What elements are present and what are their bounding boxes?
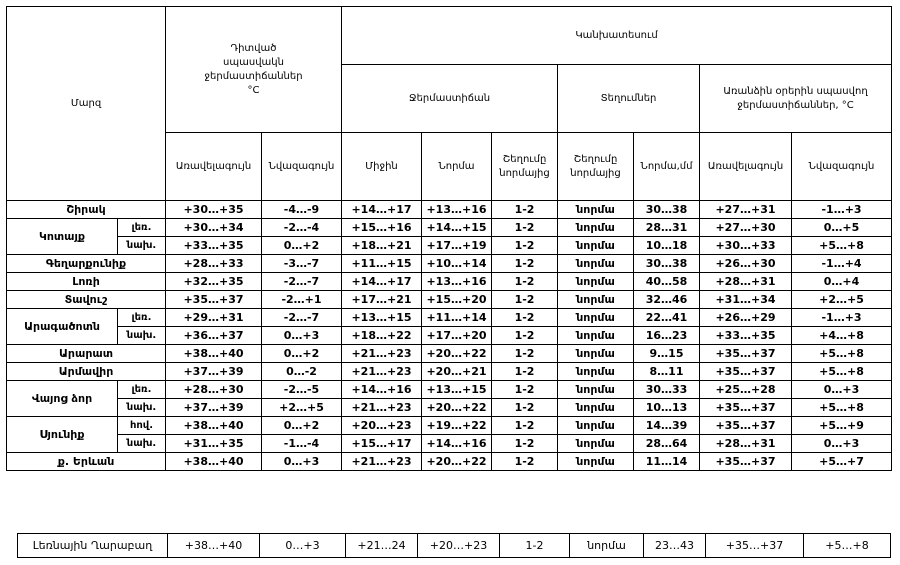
forecast-mean: +20…+23 — [342, 417, 422, 435]
region-name: Արարատ — [7, 345, 166, 363]
header-forecast: Կանխատեսում — [342, 7, 892, 65]
extreme-max: +26…+30 — [700, 255, 792, 273]
forecast-deviation: 1-2 — [500, 534, 570, 558]
region-name: Գեղարքունիք — [7, 255, 166, 273]
observed-max: +38…+40 — [168, 534, 260, 558]
precip-norm: 30…33 — [634, 381, 700, 399]
precip-norm: 14…39 — [634, 417, 700, 435]
observed-max: +33…+35 — [166, 237, 262, 255]
observed-max: +29…+31 — [166, 309, 262, 327]
precip-deviation: նորմա — [558, 201, 634, 219]
precip-norm: 22…41 — [634, 309, 700, 327]
observed-min: -2…-5 — [262, 381, 342, 399]
subregion-label: լեռ. — [118, 309, 166, 327]
subregion-label: նախ. — [118, 237, 166, 255]
observed-max: +30…+35 — [166, 201, 262, 219]
extreme-min: -1…+4 — [792, 255, 892, 273]
region-name: Լեռնային Ղարաբաղ — [18, 534, 168, 558]
extreme-min: +5…+8 — [792, 237, 892, 255]
precip-deviation: նորմա — [558, 273, 634, 291]
forecast-norm: +11…+14 — [422, 309, 492, 327]
precip-norm: 8…11 — [634, 363, 700, 381]
region-name: Տավուշ — [7, 291, 166, 309]
extreme-min: 0…+3 — [792, 435, 892, 453]
precip-norm: 32…46 — [634, 291, 700, 309]
precip-norm: 40…58 — [634, 273, 700, 291]
observed-min: 0…-2 — [262, 363, 342, 381]
precip-deviation: նորմա — [558, 255, 634, 273]
forecast-deviation: 1-2 — [492, 435, 558, 453]
header-ext-max: Առավելագույն — [700, 133, 792, 201]
table-row — [7, 345, 892, 363]
forecast-norm: +20…+23 — [418, 534, 500, 558]
extreme-min: -1…+3 — [792, 201, 892, 219]
precip-norm: 9…15 — [634, 345, 700, 363]
region-name: Վայոց ձոր — [7, 381, 118, 417]
region-name: ք. Երևան — [7, 453, 166, 471]
table-row — [18, 534, 891, 558]
observed-min: -3…-7 — [262, 255, 342, 273]
forecast-deviation: 1-2 — [492, 291, 558, 309]
subregion-label: նախ. — [118, 327, 166, 345]
forecast-norm: +17…+20 — [422, 327, 492, 345]
header-observed: Դիտված սպասվակն ջերմաստիճաններ °C — [166, 7, 342, 133]
precip-deviation: նորմա — [558, 435, 634, 453]
extreme-max: +35…+37 — [700, 399, 792, 417]
header-deviation: Շեղումը նորմայից — [492, 133, 558, 201]
observed-min: -2…-4 — [262, 219, 342, 237]
region-name: Սյունիք — [7, 417, 118, 453]
table-row — [7, 327, 892, 345]
observed-max: +38…+40 — [166, 417, 262, 435]
header-precip-norm: Նորմա,մմ — [634, 133, 700, 201]
forecast-norm: +13…+16 — [422, 201, 492, 219]
region-name: Արմավիր — [7, 363, 166, 381]
extreme-max: +27…+31 — [700, 201, 792, 219]
header-precipitation: Տեղումներ — [558, 65, 700, 133]
table-row — [7, 309, 892, 327]
table-row — [7, 219, 892, 237]
precip-norm: 30…38 — [634, 255, 700, 273]
header-obs-min: Նվազագույն — [262, 133, 342, 201]
forecast-mean: +21…+23 — [342, 345, 422, 363]
forecast-mean: +14…+17 — [342, 273, 422, 291]
forecast-norm: +14…+16 — [422, 435, 492, 453]
region-name: Շիրակ — [7, 201, 166, 219]
table-row — [7, 417, 892, 435]
forecast-norm: +13…+16 — [422, 273, 492, 291]
forecast-deviation: 1-2 — [492, 327, 558, 345]
precip-deviation: նորմա — [558, 327, 634, 345]
subregion-label: նախ. — [118, 435, 166, 453]
subregion-label: նախ. — [118, 399, 166, 417]
precip-deviation: նորմա — [558, 291, 634, 309]
forecast-mean: +14…+17 — [342, 201, 422, 219]
region-name: Կոտայք — [7, 219, 118, 255]
forecast-norm: +15…+20 — [422, 291, 492, 309]
forecast-mean: +17…+21 — [342, 291, 422, 309]
forecast-mean: +13…+15 — [342, 309, 422, 327]
precip-norm: 11…14 — [634, 453, 700, 471]
precip-deviation: նորմա — [558, 381, 634, 399]
extreme-max: +35…+37 — [706, 534, 804, 558]
precip-deviation: նորմա — [558, 219, 634, 237]
observed-max: +30…+34 — [166, 219, 262, 237]
extreme-min: +5…+8 — [792, 345, 892, 363]
header-mean: Միջին — [342, 133, 422, 201]
precip-deviation: նորմա — [558, 399, 634, 417]
precip-norm: 10…13 — [634, 399, 700, 417]
extreme-max: +35…+37 — [700, 417, 792, 435]
precip-deviation: նորմա — [558, 237, 634, 255]
observed-max: +28…+30 — [166, 381, 262, 399]
observed-max: +36…+37 — [166, 327, 262, 345]
region-name: Արագածոտն — [7, 309, 118, 345]
forecast-norm: +10…+14 — [422, 255, 492, 273]
extreme-max: +31…+34 — [700, 291, 792, 309]
forecast-deviation: 1-2 — [492, 273, 558, 291]
forecast-deviation: 1-2 — [492, 399, 558, 417]
forecast-deviation: 1-2 — [492, 201, 558, 219]
extreme-min: +5…+8 — [792, 363, 892, 381]
table-row — [7, 453, 892, 471]
forecast-table — [6, 6, 892, 471]
forecast-deviation: 1-2 — [492, 381, 558, 399]
extreme-min: 0…+3 — [792, 381, 892, 399]
forecast-deviation: 1-2 — [492, 453, 558, 471]
precip-norm: 23…43 — [644, 534, 706, 558]
precip-deviation: նորմա — [558, 363, 634, 381]
observed-max: +35…+37 — [166, 291, 262, 309]
header-ext-min: Նվազագույն — [792, 133, 892, 201]
forecast-deviation: 1-2 — [492, 309, 558, 327]
observed-min: +2…+5 — [262, 399, 342, 417]
extreme-max: +35…+37 — [700, 453, 792, 471]
extreme-max: +28…+31 — [700, 435, 792, 453]
extreme-min: +5…+7 — [792, 453, 892, 471]
forecast-deviation: 1-2 — [492, 219, 558, 237]
forecast-deviation: 1-2 — [492, 255, 558, 273]
extreme-max: +33…+35 — [700, 327, 792, 345]
table-row — [7, 237, 892, 255]
extreme-min: -1…+3 — [792, 309, 892, 327]
forecast-norm: +20…+22 — [422, 345, 492, 363]
observed-max: +38…+40 — [166, 453, 262, 471]
forecast-deviation: 1-2 — [492, 417, 558, 435]
header-obs-max: Առավելագույն — [166, 133, 262, 201]
extreme-min: 0…+4 — [792, 273, 892, 291]
forecast-deviation: 1-2 — [492, 345, 558, 363]
precip-deviation: նորմա — [558, 453, 634, 471]
observed-min: -2…-7 — [262, 309, 342, 327]
observed-min: 0…+3 — [262, 327, 342, 345]
table-row — [7, 201, 892, 219]
observed-max: +38…+40 — [166, 345, 262, 363]
forecast-norm: +20…+22 — [422, 453, 492, 471]
observed-max: +37…+39 — [166, 363, 262, 381]
forecast-mean: +21…+23 — [342, 453, 422, 471]
precip-norm: 16…23 — [634, 327, 700, 345]
subregion-label: լեռ. — [118, 219, 166, 237]
table-row — [7, 435, 892, 453]
header-norm: Նորմա — [422, 133, 492, 201]
table-row — [7, 255, 892, 273]
header-temperature: Ջերմաստիճան — [342, 65, 558, 133]
extreme-min: +5…+8 — [792, 399, 892, 417]
forecast-norm: +19…+22 — [422, 417, 492, 435]
extreme-min: +5…+8 — [804, 534, 891, 558]
forecast-norm: +14…+15 — [422, 219, 492, 237]
forecast-deviation: 1-2 — [492, 363, 558, 381]
observed-max: +37…+39 — [166, 399, 262, 417]
observed-min: 0…+2 — [262, 345, 342, 363]
observed-min: -2…-7 — [262, 273, 342, 291]
extreme-max: +27…+30 — [700, 219, 792, 237]
extreme-max: +30…+33 — [700, 237, 792, 255]
forecast-norm: +20…+22 — [422, 399, 492, 417]
header-extreme: Առանձին օրերին սպասվող ջերմաստիճաններ, °C — [700, 65, 892, 133]
extreme-min: 0…+5 — [792, 219, 892, 237]
extreme-min: +5…+9 — [792, 417, 892, 435]
precip-deviation: նորմա — [570, 534, 644, 558]
extreme-max: +26…+29 — [700, 309, 792, 327]
header-region: Մարզ — [7, 7, 166, 201]
extreme-max: +25…+28 — [700, 381, 792, 399]
forecast-norm: +13…+15 — [422, 381, 492, 399]
observed-min: -4…-9 — [262, 201, 342, 219]
forecast-mean: +14…+16 — [342, 381, 422, 399]
forecast-mean: +18…+21 — [342, 237, 422, 255]
precip-norm: 28…64 — [634, 435, 700, 453]
precip-norm: 30…38 — [634, 201, 700, 219]
table-row — [7, 291, 892, 309]
precip-deviation: նորմա — [558, 309, 634, 327]
forecast-mean: +18…+22 — [342, 327, 422, 345]
forecast-mean: +21…24 — [346, 534, 418, 558]
header-precip-deviation: Շեղումը նորմայից — [558, 133, 634, 201]
observed-max: +28…+33 — [166, 255, 262, 273]
extreme-max: +35…+37 — [700, 345, 792, 363]
observed-min: 0…+3 — [262, 453, 342, 471]
forecast-norm: +17…+19 — [422, 237, 492, 255]
forecast-deviation: 1-2 — [492, 237, 558, 255]
observed-min: 0…+3 — [260, 534, 346, 558]
forecast-mean: +15…+17 — [342, 435, 422, 453]
forecast-norm: +20…+21 — [422, 363, 492, 381]
observed-max: +31…+35 — [166, 435, 262, 453]
precip-norm: 28…31 — [634, 219, 700, 237]
karabakh-table — [17, 533, 891, 558]
observed-min: 0…+2 — [262, 417, 342, 435]
precip-deviation: նորմա — [558, 417, 634, 435]
table-row — [7, 381, 892, 399]
observed-min: -1…-4 — [262, 435, 342, 453]
observed-min: -2…+1 — [262, 291, 342, 309]
table-row — [7, 273, 892, 291]
forecast-mean: +21…+23 — [342, 363, 422, 381]
region-name: Լոռի — [7, 273, 166, 291]
subregion-label: լեռ. — [118, 381, 166, 399]
extreme-max: +35…+37 — [700, 363, 792, 381]
forecast-mean: +21…+23 — [342, 399, 422, 417]
observed-max: +32…+35 — [166, 273, 262, 291]
extreme-max: +28…+31 — [700, 273, 792, 291]
table-row — [7, 399, 892, 417]
subregion-label: հով. — [118, 417, 166, 435]
table-row — [7, 363, 892, 381]
forecast-mean: +15…+16 — [342, 219, 422, 237]
precip-norm: 10…18 — [634, 237, 700, 255]
extreme-min: +2…+5 — [792, 291, 892, 309]
precip-deviation: նորմա — [558, 345, 634, 363]
extreme-min: +4…+8 — [792, 327, 892, 345]
observed-min: 0…+2 — [262, 237, 342, 255]
forecast-mean: +11…+15 — [342, 255, 422, 273]
